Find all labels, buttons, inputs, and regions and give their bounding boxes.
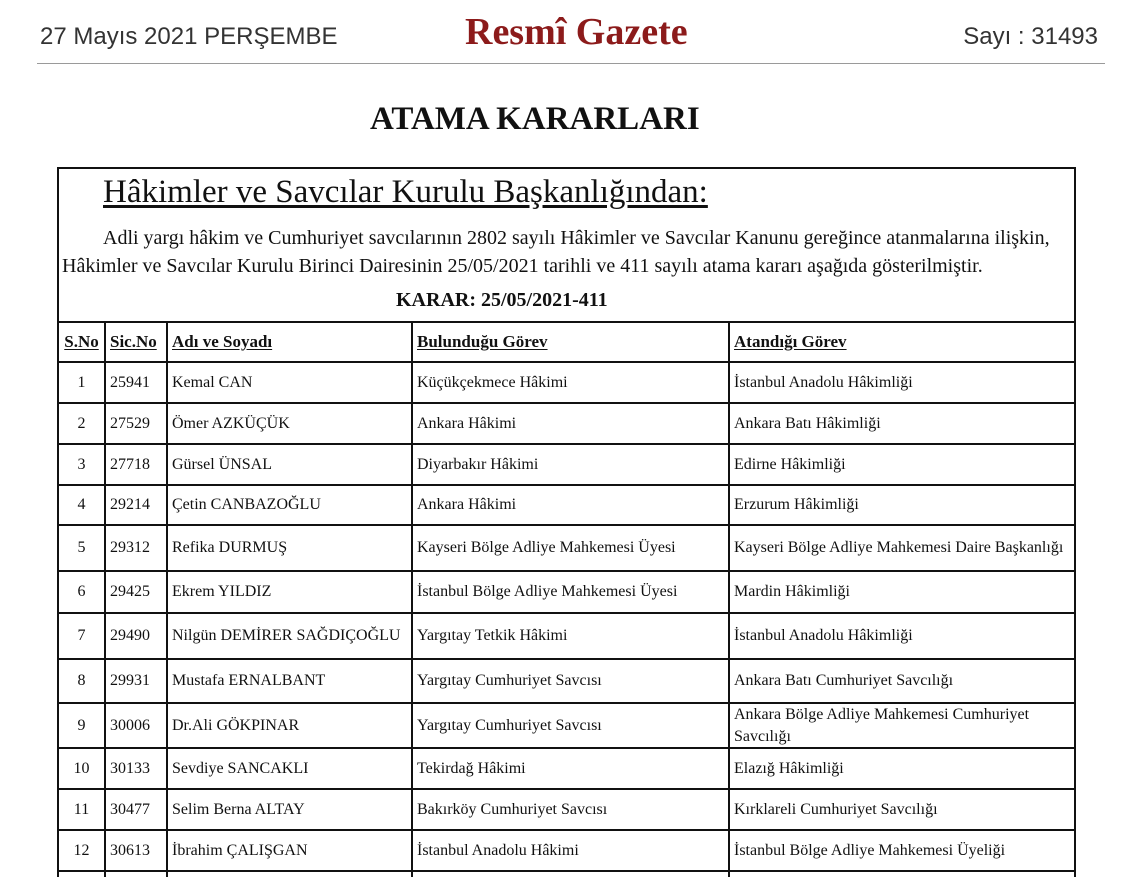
table-row bbox=[59, 526, 1074, 572]
table-header-row bbox=[59, 323, 1074, 363]
decision-number: KARAR: 25/05/2021-411 bbox=[396, 289, 608, 311]
cell-sicil-no: 27718 bbox=[106, 445, 168, 484]
cell-name: Çetin CANBAZOĞLU bbox=[168, 486, 413, 524]
cell-appointed-post: Ankara Bölge Adliye Mahkemesi Cumhuriyet Savcılığı bbox=[734, 705, 1030, 745]
cell-sicil-no: 29425 bbox=[106, 572, 168, 612]
cell-sno: 4 bbox=[59, 486, 106, 524]
cell-current-post: Yargıtay Cumhuriyet Savcısı bbox=[413, 660, 730, 702]
column-header-name: Adı ve Soyadı bbox=[168, 323, 413, 361]
cell-appointed-post: Kayseri Bölge Adliye Mahkemesi Daire Başkanlığı bbox=[734, 539, 1064, 557]
cell-current-post: Yargıtay Tetkik Hâkimi bbox=[413, 614, 730, 658]
table-row bbox=[59, 704, 1074, 749]
cell-current-post: Ankara Hâkimi bbox=[413, 486, 730, 524]
table-row bbox=[59, 363, 1074, 404]
table-row bbox=[59, 572, 1074, 614]
table-row-partial bbox=[59, 872, 1074, 877]
cell-sno: 5 bbox=[59, 526, 106, 570]
cell-name: Ömer AZKÜÇÜK bbox=[168, 404, 413, 443]
cell-sno: 3 bbox=[59, 445, 106, 484]
gazette-name: Resmî Gazete bbox=[465, 11, 688, 53]
issuing-authority: Hâkimler ve Savcılar Kurulu Başkanlığından: bbox=[103, 174, 708, 210]
cell-sicil-no: 29214 bbox=[106, 486, 168, 524]
cell-sicil-no: 27529 bbox=[106, 404, 168, 443]
cell-current-post: Kayseri Bölge Adliye Mahkemesi Üyesi bbox=[413, 526, 730, 570]
cell-sno: 8 bbox=[59, 660, 106, 702]
table-row bbox=[59, 790, 1074, 831]
header-rule bbox=[37, 63, 1105, 64]
decision-paragraph-line: Adli yargı hâkim ve Cumhuriyet savcılarının 2802 sayılı Hâkimler ve Savcılar Kanunu gereğince atanmalarına ilişkin, bbox=[103, 227, 1050, 249]
cell-appointed-post: Kırklareli Cumhuriyet Savcılığı bbox=[734, 800, 938, 818]
cell-current-post: İstanbul Bölge Adliye Mahkemesi Üyesi bbox=[413, 572, 730, 612]
cell-sno: 11 bbox=[59, 790, 106, 829]
cell-appointed-post: Edirne Hâkimliği bbox=[734, 455, 846, 473]
cell-appointed-post: Ankara Batı Cumhuriyet Savcılığı bbox=[734, 672, 954, 690]
cell-current-post: Bakırköy Cumhuriyet Savcısı bbox=[413, 790, 730, 829]
cell-sno: 10 bbox=[59, 749, 106, 788]
cell-current-post: Diyarbakır Hâkimi bbox=[413, 445, 730, 484]
issue-number: Sayı : 31493 bbox=[963, 23, 1098, 50]
column-header-sno: S.No bbox=[59, 323, 106, 361]
cell-appointed-post: Mardin Hâkimliği bbox=[734, 583, 850, 601]
cell-appointed-post: İstanbul Anadolu Hâkimliği bbox=[734, 627, 913, 645]
cell-name: Ekrem YILDIZ bbox=[168, 572, 413, 612]
cell-sno: 2 bbox=[59, 404, 106, 443]
cell-appointed-post: Ankara Batı Hâkimliği bbox=[734, 414, 881, 432]
table-row bbox=[59, 445, 1074, 486]
cell-sno: 9 bbox=[59, 704, 106, 747]
cell-current-post: Tekirdağ Hâkimi bbox=[413, 749, 730, 788]
table-row bbox=[59, 614, 1074, 660]
cell-sicil-no: 29931 bbox=[106, 660, 168, 702]
decision-intro bbox=[59, 169, 1074, 323]
table-row bbox=[59, 404, 1074, 445]
table-row bbox=[59, 831, 1074, 872]
cell-appointed-post: İstanbul Bölge Adliye Mahkemesi Üyeliği bbox=[734, 841, 1006, 859]
cell-sicil-no: 30006 bbox=[106, 704, 168, 747]
cell-name: Dr.Ali GÖKPINAR bbox=[168, 704, 413, 747]
column-header-current-post: Bulunduğu Görev bbox=[413, 323, 730, 361]
cell-sicil-no: 30477 bbox=[106, 790, 168, 829]
cell-appointed-post: İstanbul Anadolu Hâkimliği bbox=[734, 373, 913, 391]
decision-paragraph-line: Hâkimler ve Savcılar Kurulu Birinci Dairesinin 25/05/2021 tarihli ve 411 sayılı atama kararı aşağıda gösterilmiştir. bbox=[62, 255, 983, 277]
cell-name: Refika DURMUŞ bbox=[168, 526, 413, 570]
cell-name: Mustafa ERNALBANT bbox=[168, 660, 413, 702]
cell-sno: 1 bbox=[59, 363, 106, 402]
cell-current-post: Ankara Hâkimi bbox=[413, 404, 730, 443]
cell-appointed-post: Elazığ Hâkimliği bbox=[734, 759, 844, 777]
cell-sno: 6 bbox=[59, 572, 106, 612]
cell-sicil-no: 30133 bbox=[106, 749, 168, 788]
cell-current-post: Küçükçekmece Hâkimi bbox=[413, 363, 730, 402]
cell-sno: 12 bbox=[59, 831, 106, 870]
cell-sno bbox=[59, 872, 106, 877]
document-title: ATAMA KARARLARI bbox=[370, 101, 700, 137]
cell-sicil-no: 29312 bbox=[106, 526, 168, 570]
cell-current-post bbox=[413, 872, 730, 877]
column-header-appointed-post: Atandığı Görev bbox=[734, 331, 847, 351]
cell-appointed-post: Erzurum Hâkimliği bbox=[734, 496, 859, 514]
cell-name: Kemal CAN bbox=[168, 363, 413, 402]
appointments-table bbox=[59, 323, 1074, 877]
cell-name bbox=[168, 872, 413, 877]
decision-box bbox=[57, 167, 1076, 877]
cell-current-post: Yargıtay Cumhuriyet Savcısı bbox=[413, 704, 730, 747]
cell-sicil-no bbox=[106, 872, 168, 877]
publication-date: 27 Mayıs 2021 PERŞEMBE bbox=[40, 23, 338, 50]
cell-sno: 7 bbox=[59, 614, 106, 658]
cell-current-post: İstanbul Anadolu Hâkimi bbox=[413, 831, 730, 870]
cell-sicil-no: 25941 bbox=[106, 363, 168, 402]
cell-name: Gürsel ÜNSAL bbox=[168, 445, 413, 484]
table-row bbox=[59, 660, 1074, 704]
cell-appointed-post bbox=[730, 872, 1074, 877]
cell-name: İbrahim ÇALIŞGAN bbox=[168, 831, 413, 870]
table-row bbox=[59, 486, 1074, 526]
cell-name: Nilgün DEMİRER SAĞDIÇOĞLU bbox=[168, 614, 413, 658]
cell-name: Sevdiye SANCAKLI bbox=[168, 749, 413, 788]
table-row bbox=[59, 749, 1074, 790]
cell-sicil-no: 29490 bbox=[106, 614, 168, 658]
column-header-sicil-no: Sic.No bbox=[106, 323, 168, 361]
cell-sicil-no: 30613 bbox=[106, 831, 168, 870]
cell-name: Selim Berna ALTAY bbox=[168, 790, 413, 829]
